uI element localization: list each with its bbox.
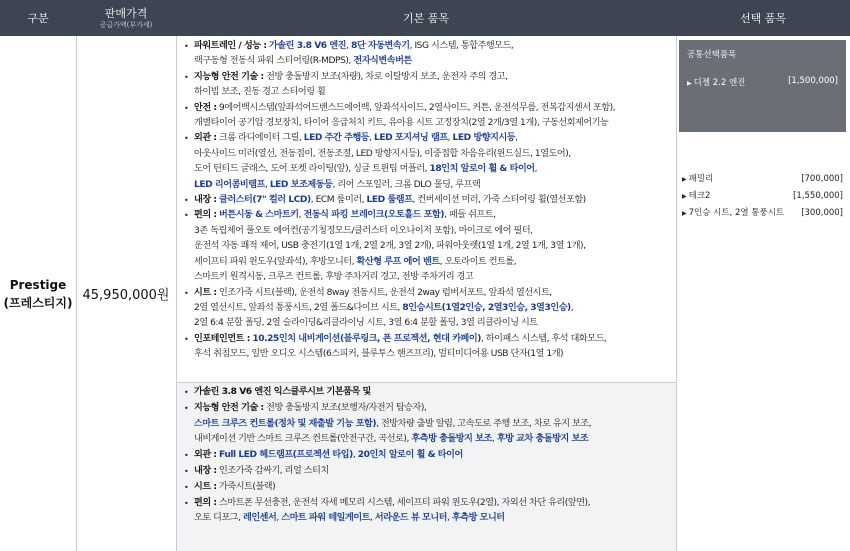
- feature-item: [183, 70, 672, 101]
- header-options: 선택 품목: [739, 12, 786, 25]
- basic-items: [177, 36, 676, 551]
- header-price-title: 판매가격: [104, 6, 148, 20]
- feature-line: 랙구동형 전동식 파워 스티어링(R-MDPS), 전자식변속버튼: [194, 56, 412, 67]
- exclusive-items-block: [177, 382, 676, 551]
- feature-item: [183, 101, 672, 132]
- table-header: [0, 0, 850, 36]
- bullet-icon: •: [184, 72, 189, 82]
- common-options-box: [679, 40, 846, 132]
- option-name: 테크2: [688, 191, 711, 201]
- feature-line: 편의 : 스마트폰 무선충전, 운전석 자세 메모리 시스템, 세이프티 파워 윈도우(2열), 자외선 차단 유리(앞면),: [194, 497, 591, 508]
- feature-item: [183, 480, 672, 496]
- basic-items-block: [177, 36, 676, 382]
- feature-line: 후석 취침모드, 일반 오디오 시스템(6스피커, 블루투스 핸즈프리), 멀티미디어용 USB 단자(1열 1개): [194, 349, 564, 360]
- option-price: [300,000]: [801, 208, 843, 218]
- feature-line: 3존 독립제어 풀오토 에어컨(공기청정모드/클러스터 이오나이저 포함), 마이크로 에어 필터,: [194, 225, 533, 236]
- feature-item: [183, 286, 672, 332]
- feature-line: 파워트레인 / 성능 : 가솔린 3.8 V6 엔진, 8단 자동변속기, ISG 시스템, 통합주행모드,: [194, 41, 514, 51]
- feature-line: 시트 : 인조가죽 시트(블랙), 운전석 8way 전동시트, 운전석 2way 럼버서포트, 앞좌석 열선시트,: [194, 287, 552, 298]
- feature-line: 시트 : 가죽시트(블랙): [194, 481, 276, 492]
- triangle-icon: ▶: [682, 210, 687, 217]
- triangle-icon: ▶: [687, 80, 692, 87]
- bullet-icon: •: [184, 451, 189, 461]
- feature-item: [183, 332, 672, 363]
- feature-line: 지능형 안전 기술 : 전방 충돌방지 보조(차량), 차로 이탈방지 보조, 운전자 주의 경고,: [194, 71, 508, 82]
- feature-item: [183, 448, 672, 464]
- feature-line: 스마트 크루즈 컨트롤(정차 및 재출발 기능 포함), 전방차량 출발 알림, 고속도로 주행 보조, 차로 유지 보조,: [194, 418, 592, 429]
- bullet-icon: •: [184, 466, 189, 476]
- bullet-icon: •: [184, 482, 189, 492]
- bullet-icon: •: [184, 196, 189, 206]
- feature-item: [183, 39, 672, 70]
- bullet-icon: •: [184, 103, 189, 113]
- feature-line: 하이빔 보조, 진동 경고 스티어링 휠: [194, 87, 326, 98]
- feature-item: [183, 464, 672, 480]
- feature-line: 내장 : 클러스터(7" 컬러 LCD), ECM 룸미러, LED 룸램프, 컨버세이션 미러, 가죽 스티어링 휠(열선포함): [194, 195, 586, 206]
- bullet-icon: •: [184, 334, 189, 344]
- feature-line: 오토 디포그, 레인센서, 스마트 파워 테일게이트, 서라운드 뷰 모니터, 후측방 모니터: [194, 513, 505, 524]
- feature-line: 내비게이션 기반 스마트 크루즈 컨트롤(안전구간, 곡선로), 후측방 충돌방지 보조, 후방 교차 충돌방지 보조: [194, 434, 589, 445]
- bullet-icon: •: [184, 211, 189, 221]
- options-list: [679, 171, 846, 222]
- option-item: [679, 171, 846, 188]
- feature-line: 외관 : Full LED 헤드램프(프로젝션 타입), 20인치 알로이 휠 & 타이어: [194, 450, 463, 461]
- divider: [676, 36, 677, 551]
- option-price: [1,550,000]: [793, 191, 843, 201]
- option-name: 7인승 시트, 2열 통풍시트: [688, 208, 785, 218]
- feature-line: 도어 틴티드 글래스, 도어 포켓 라이팅(앞), 싱글 트윈팁 머플러, 18인치 알로이 휠 & 타이어,: [194, 164, 538, 175]
- feature-item: [183, 401, 672, 448]
- header-gubun: 구분: [27, 12, 49, 25]
- feature-line: 내장 : 인조가죽 감싸기, 리얼 스티치: [194, 465, 329, 476]
- option-name: 디젤 2.2 엔진: [693, 78, 746, 88]
- triangle-icon: ▶: [682, 176, 687, 183]
- option-item: [687, 76, 838, 88]
- feature-line: 지능형 안전 기술 : 전방 충돌방지 보조(보행자/자전거 탑승자),: [194, 402, 427, 413]
- option-price: [700,000]: [801, 174, 843, 184]
- bullet-icon: •: [184, 42, 189, 51]
- option-price: [1,500,000]: [788, 76, 838, 86]
- option-item: [679, 205, 846, 222]
- header-basic: 기본 품목: [402, 12, 449, 25]
- header-price-sub: 공급가액(부가세): [99, 20, 153, 29]
- bullet-icon: •: [184, 288, 189, 298]
- feature-line: 외관 : 크롬 라디에이터 그릴, LED 주간 주행등, LED 포지셔닝 램프, LED 방향지시등,: [194, 133, 518, 144]
- feature-line: 운전석 자동 쾌적 제어, USB 충전기(1열 1개, 2열 2개, 3열 2개), 파워아웃렛(1열 1개, 2열 1개, 3열 1개),: [194, 241, 586, 252]
- feature-line: 스마트키 원격시동, 크루즈 컨트롤, 후방 주차거리 경고, 전방 주차거리 경고: [194, 272, 474, 283]
- feature-line: 아웃사이드 미러(열선, 전동접이, 전동조절, LED 방향지시등), 이중접합 차음유리(윈드실드, 1열도어),: [194, 148, 571, 159]
- trim-name-kr: (프레스티지): [3, 295, 73, 310]
- feature-item: [183, 193, 672, 208]
- feature-line: 2열 열선시트, 앞좌석 통풍시트, 2열 폴드&다이브 시트, 8인승시트(1열2인승, 2열3인승, 3열3인승),: [194, 302, 574, 313]
- feature-line: 인포테인먼트 : 10.25인치 내비게이션(블루링크, 폰 프로젝션, 현대 카페이), 하이패스 시스템, 후석 대화모드,: [194, 333, 607, 344]
- bullet-icon: •: [184, 388, 189, 397]
- feature-item: [183, 496, 672, 528]
- trim-cell: [0, 36, 76, 551]
- bullet-icon: •: [184, 498, 189, 508]
- feature-line: 세이프티 파워 윈도우(앞좌석), 후방모니터, 확산형 루프 에어 벤트, 오토라이트 컨트롤,: [194, 256, 517, 267]
- feature-line: 편의 : 버튼시동 & 스마트키, 전동식 파킹 브레이크(오토홀드 포함), 패들 쉬프트,: [194, 210, 496, 221]
- feature-item: [183, 131, 672, 193]
- common-options-title: 공통선택품목: [687, 50, 737, 60]
- price-cell: 45,950,000원: [82, 288, 170, 303]
- trim-name: Prestige: [9, 277, 67, 292]
- feature-item: [183, 208, 672, 285]
- option-item: [679, 188, 846, 205]
- feature-line: 2열 6:4 분할 폴딩, 2열 슬라이딩&리클라이닝 시트, 3열 6:4 분할 폴딩, 3열 리클라이닝 시트: [194, 318, 538, 329]
- feature-item: [183, 385, 672, 401]
- feature-line: 개별타이어 공기압 경보장치, 타이어 응급처치 키트, 유아용 시트 고정장치(2열 2개/3열 1개), 구동선회제어기능: [194, 118, 609, 129]
- feature-line: 가솔린 3.8 V6 엔진 익스클루시브 기본품목 및: [194, 387, 371, 397]
- option-name: 패밀리: [688, 174, 714, 184]
- bullet-icon: •: [184, 134, 189, 144]
- bullet-icon: •: [184, 403, 189, 413]
- triangle-icon: ▶: [682, 193, 687, 200]
- header-price: [76, 0, 176, 36]
- feature-line: LED 리어콤비램프, LED 보조제동등, 리어 스포일러, 크롬 DLO 몰딩, 루프랙: [194, 179, 481, 190]
- feature-line: 안전 : 9에어백시스템(앞좌석어드밴스드에어백, 앞좌석사이드, 2열사이드, 커튼, 운전석무릎, 전복감지센서 포함),: [194, 102, 616, 113]
